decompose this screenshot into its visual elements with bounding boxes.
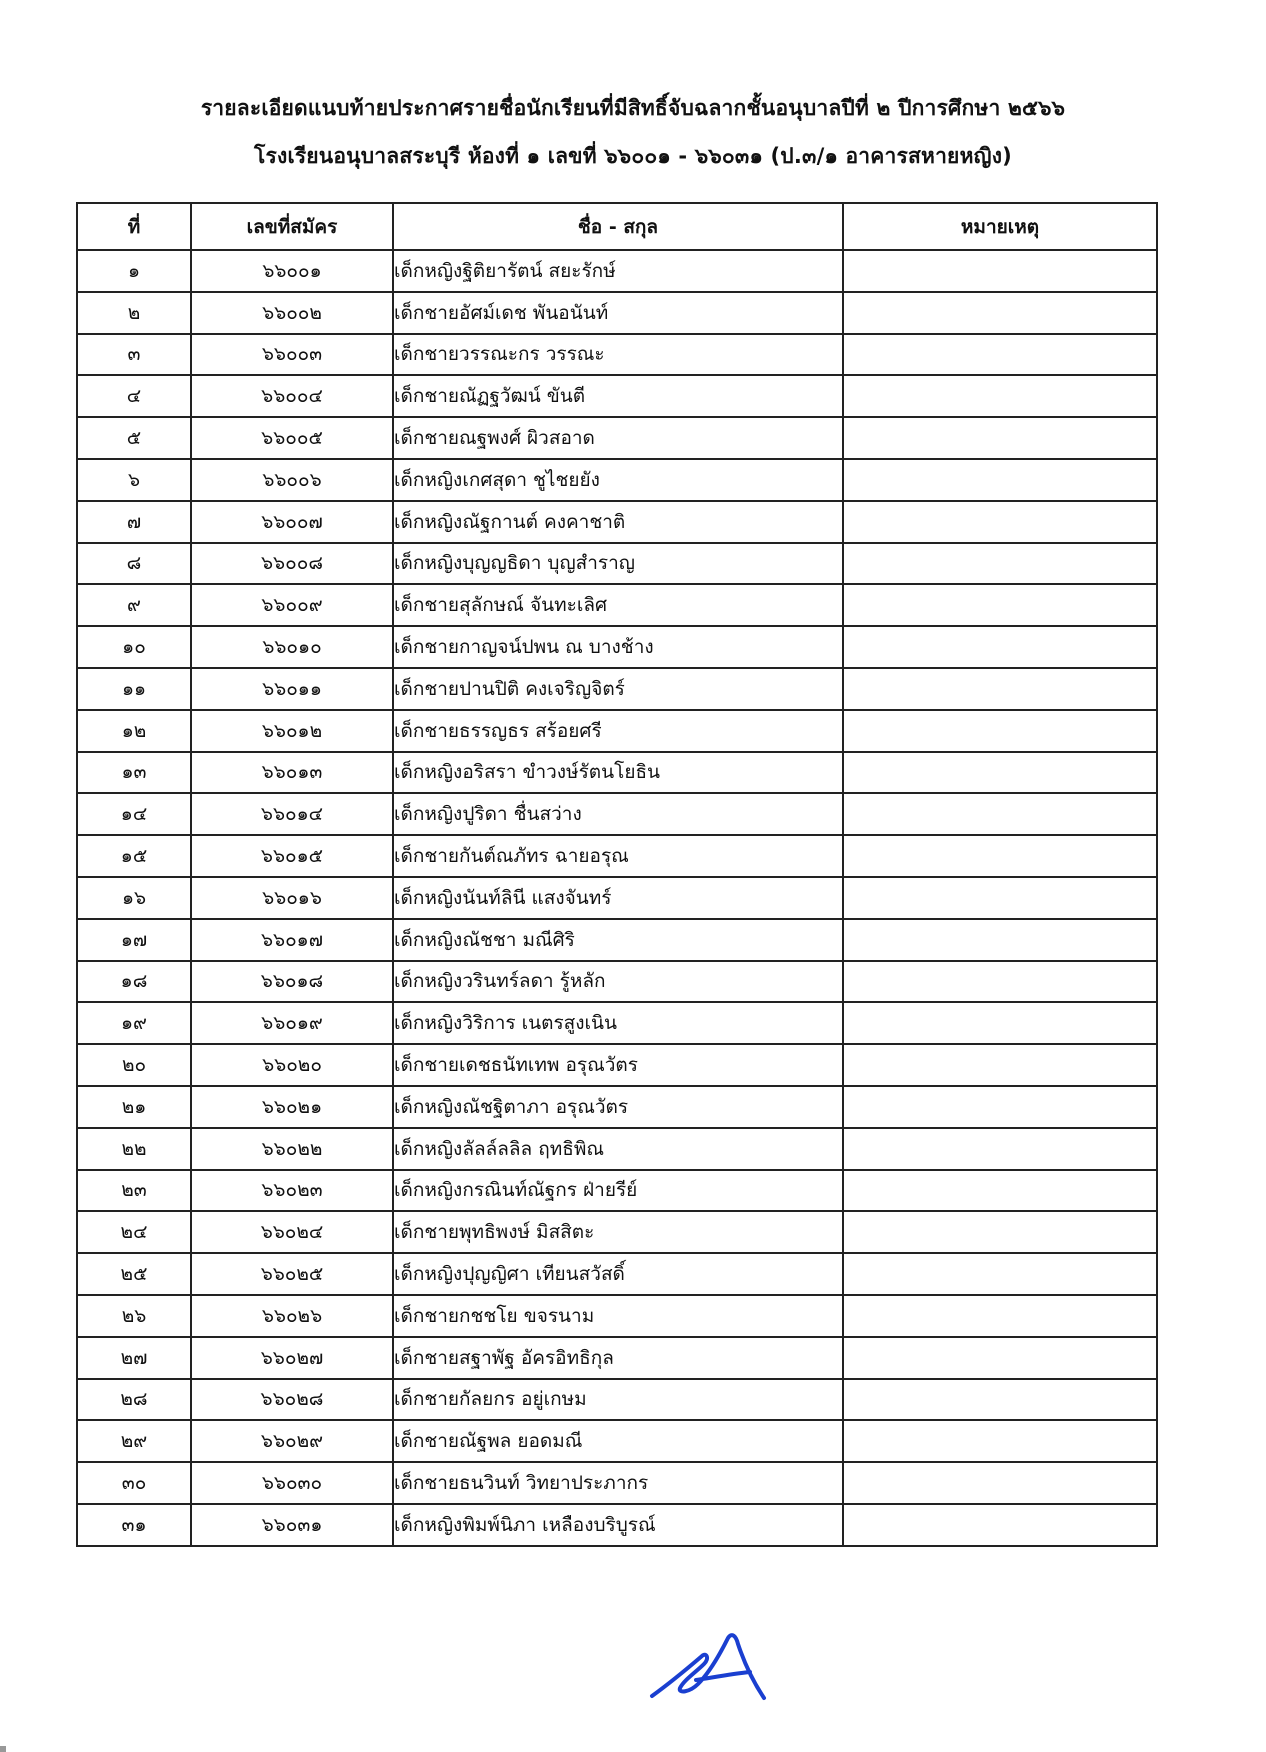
table-row [77, 668, 1157, 710]
cell-application-number: ๖๖๐๐๖ [191, 459, 393, 501]
table-row [77, 1253, 1157, 1295]
cell-remark [843, 584, 1157, 626]
cell-application-number: ๖๖๐๑๗ [191, 919, 393, 961]
cell-full-name: เด็กชายวรรณะกร วรรณะ [393, 334, 843, 376]
student-roster-table [76, 202, 1158, 1547]
cell-number: ๔ [77, 375, 191, 417]
cell-application-number: ๖๖๐๒๘ [191, 1379, 393, 1421]
cell-remark [843, 877, 1157, 919]
cell-full-name: เด็กชายพุทธิพงษ์ มิสสิตะ [393, 1211, 843, 1253]
table-row [77, 1211, 1157, 1253]
cell-remark [843, 1420, 1157, 1462]
cell-full-name: เด็กชายณัฐพล ยอดมณี [393, 1420, 843, 1462]
table-row [77, 961, 1157, 1003]
cell-number: ๑ [77, 250, 191, 292]
cell-remark [843, 1337, 1157, 1379]
cell-remark [843, 626, 1157, 668]
cell-application-number: ๖๖๐๐๓ [191, 334, 393, 376]
cell-application-number: ๖๖๐๑๓ [191, 752, 393, 794]
cell-remark [843, 668, 1157, 710]
cell-number: ๒๐ [77, 1044, 191, 1086]
table-row [77, 1462, 1157, 1504]
cell-application-number: ๖๖๐๒๕ [191, 1253, 393, 1295]
cell-full-name: เด็กชายสุลักษณ์ จันทะเลิศ [393, 584, 843, 626]
table-row [77, 1002, 1157, 1044]
cell-full-name: เด็กชายเดชธนัทเทพ อรุณวัตร [393, 1044, 843, 1086]
cell-remark [843, 459, 1157, 501]
cell-full-name: เด็กชายกัลยกร อยู่เกษม [393, 1379, 843, 1421]
document-title-line1: รายละเอียดแนบท้ายประกาศรายชื่อนักเรียนที่มีสิทธิ์จับฉลากชั้นอนุบาลปีที่ ๒ ปีการศึกษา ๒๕๖๖ [200, 96, 1066, 120]
table-row [77, 334, 1157, 376]
cell-application-number: ๖๖๐๓๑ [191, 1504, 393, 1546]
table-row [77, 1379, 1157, 1421]
cell-remark [843, 250, 1157, 292]
table-row [77, 584, 1157, 626]
cell-remark [843, 501, 1157, 543]
cell-remark [843, 1462, 1157, 1504]
cell-number: ๑๒ [77, 710, 191, 752]
cell-application-number: ๖๖๐๑๑ [191, 668, 393, 710]
cell-full-name: เด็กหญิงวิริการ เนตรสูงเนิน [393, 1002, 843, 1044]
cell-remark [843, 793, 1157, 835]
cell-full-name: เด็กหญิงณัชฐิตาภา อรุณวัตร [393, 1086, 843, 1128]
cell-full-name: เด็กหญิงลัลล์ลลิล ฤทธิพิณ [393, 1128, 843, 1170]
cell-number: ๒๕ [77, 1253, 191, 1295]
cell-full-name: เด็กหญิงณัชชา มณีศิริ [393, 919, 843, 961]
cell-number: ๑๘ [77, 961, 191, 1003]
cell-number: ๑๖ [77, 877, 191, 919]
cell-full-name: เด็กหญิงพิมพ์นิภา เหลืองบริบูรณ์ [393, 1504, 843, 1546]
cell-number: ๑๓ [77, 752, 191, 794]
table-row [77, 292, 1157, 334]
table-row [77, 1170, 1157, 1212]
cell-remark [843, 1253, 1157, 1295]
cell-number: ๗ [77, 501, 191, 543]
cell-application-number: ๖๖๐๑๔ [191, 793, 393, 835]
cell-full-name: เด็กหญิงณัฐกานต์ คงคาชาติ [393, 501, 843, 543]
cell-number: ๖ [77, 459, 191, 501]
cell-full-name: เด็กชายธนวินท์ วิทยาประภากร [393, 1462, 843, 1504]
cell-remark [843, 1504, 1157, 1546]
cell-full-name: เด็กหญิงบุญญธิดา บุญสำราญ [393, 543, 843, 585]
cell-full-name: เด็กหญิงวรินทร์ลดา รู้หลัก [393, 961, 843, 1003]
table-row [77, 835, 1157, 877]
cell-application-number: ๖๖๐๑๒ [191, 710, 393, 752]
table-row [77, 919, 1157, 961]
cell-application-number: ๖๖๐๐๗ [191, 501, 393, 543]
cell-application-number: ๖๖๐๑๙ [191, 1002, 393, 1044]
table-row [77, 793, 1157, 835]
cell-application-number: ๖๖๐๒๙ [191, 1420, 393, 1462]
cell-number: ๑๔ [77, 793, 191, 835]
cell-remark [843, 292, 1157, 334]
table-row [77, 710, 1157, 752]
cell-application-number: ๖๖๐๒๖ [191, 1295, 393, 1337]
cell-application-number: ๖๖๐๒๗ [191, 1337, 393, 1379]
document-title-line2: โรงเรียนอนุบาลสระบุรี ห้องที่ ๑ เลขที่ ๖๖๐๐๑ - ๖๖๐๓๑ (ป.๓/๑ อาคารสหายหญิง) [254, 144, 1012, 168]
cell-remark [843, 710, 1157, 752]
cell-remark [843, 835, 1157, 877]
cell-full-name: เด็กชายณฐพงศ์ ผิวสอาด [393, 417, 843, 459]
cell-number: ๒๖ [77, 1295, 191, 1337]
cell-application-number: ๖๖๐๒๒ [191, 1128, 393, 1170]
cell-remark [843, 961, 1157, 1003]
cell-number: ๒๙ [77, 1420, 191, 1462]
table-row [77, 250, 1157, 292]
cell-number: ๑๙ [77, 1002, 191, 1044]
table-row [77, 1337, 1157, 1379]
cell-application-number: ๖๖๐๑๕ [191, 835, 393, 877]
cell-full-name: เด็กหญิงนันท์ลินี แสงจันทร์ [393, 877, 843, 919]
cell-number: ๓ [77, 334, 191, 376]
cell-remark [843, 1002, 1157, 1044]
cell-number: ๓๑ [77, 1504, 191, 1546]
cell-full-name: เด็กชายกชชโย ขจรนาม [393, 1295, 843, 1337]
column-header-number: ที่ [77, 203, 191, 250]
table-row [77, 543, 1157, 585]
cell-remark [843, 1086, 1157, 1128]
cell-full-name: เด็กชายกันต์ณภัทร ฉายอรุณ [393, 835, 843, 877]
table-row [77, 1504, 1157, 1546]
cell-application-number: ๖๖๐๐๔ [191, 375, 393, 417]
cell-number: ๕ [77, 417, 191, 459]
cell-number: ๒๘ [77, 1379, 191, 1421]
cell-application-number: ๖๖๐๐๒ [191, 292, 393, 334]
cell-application-number: ๖๖๐๓๐ [191, 1462, 393, 1504]
cell-application-number: ๖๖๐๑๐ [191, 626, 393, 668]
cell-remark [843, 1044, 1157, 1086]
table-row [77, 1086, 1157, 1128]
cell-number: ๓๐ [77, 1462, 191, 1504]
cell-full-name: เด็กชายกาญจน์ปพน ณ บางช้าง [393, 626, 843, 668]
cell-full-name: เด็กหญิงฐิติยารัตน์ สยะรักษ์ [393, 250, 843, 292]
cell-application-number: ๖๖๐๒๔ [191, 1211, 393, 1253]
cell-number: ๒๗ [77, 1337, 191, 1379]
cell-remark [843, 1295, 1157, 1337]
cell-number: ๒๒ [77, 1128, 191, 1170]
table-row [77, 1044, 1157, 1086]
cell-number: ๑๐ [77, 626, 191, 668]
cell-number: ๘ [77, 543, 191, 585]
cell-number: ๒๓ [77, 1170, 191, 1212]
cell-number: ๒๑ [77, 1086, 191, 1128]
cell-number: ๑๗ [77, 919, 191, 961]
signature-icon [640, 1628, 790, 1708]
cell-remark [843, 1211, 1157, 1253]
table-row [77, 417, 1157, 459]
cell-application-number: ๖๖๐๑๘ [191, 961, 393, 1003]
cell-application-number: ๖๖๐๐๘ [191, 543, 393, 585]
cell-full-name: เด็กชายณัฏฐวัฒน์ ขันตี [393, 375, 843, 417]
table-row [77, 1420, 1157, 1462]
cell-application-number: ๖๖๐๐๕ [191, 417, 393, 459]
cell-application-number: ๖๖๐๐๙ [191, 584, 393, 626]
cell-number: ๙ [77, 584, 191, 626]
table-row [77, 752, 1157, 794]
cell-application-number: ๖๖๐๐๑ [191, 250, 393, 292]
column-header-full-name: ชื่อ - สกุล [393, 203, 843, 250]
table-row [77, 1295, 1157, 1337]
cell-remark [843, 752, 1157, 794]
cell-remark [843, 919, 1157, 961]
cell-full-name: เด็กหญิงกรณินท์ณัฐกร ฝ่ายรีย์ [393, 1170, 843, 1212]
cell-application-number: ๖๖๐๒๑ [191, 1086, 393, 1128]
cell-full-name: เด็กชายสฐาพัฐ อัครอิทธิกุล [393, 1337, 843, 1379]
cell-full-name: เด็กชายปานปิติ คงเจริญจิตร์ [393, 668, 843, 710]
cell-application-number: ๖๖๐๒๐ [191, 1044, 393, 1086]
cell-number: ๒ [77, 292, 191, 334]
cell-full-name: เด็กหญิงปูริดา ชื่นสว่าง [393, 793, 843, 835]
table-header-row [77, 203, 1157, 250]
table-body [77, 250, 1157, 1546]
cell-number: ๒๔ [77, 1211, 191, 1253]
cell-remark [843, 1379, 1157, 1421]
cell-full-name: เด็กหญิงอริสรา ขำวงษ์รัตนโยธิน [393, 752, 843, 794]
table-row [77, 501, 1157, 543]
table-row [77, 375, 1157, 417]
cell-remark [843, 1128, 1157, 1170]
cell-application-number: ๖๖๐๒๓ [191, 1170, 393, 1212]
cell-number: ๑๕ [77, 835, 191, 877]
cell-remark [843, 543, 1157, 585]
table-row [77, 1128, 1157, 1170]
cell-full-name: เด็กชายธรรญธร สร้อยศรี [393, 710, 843, 752]
column-header-application-number: เลขที่สมัคร [191, 203, 393, 250]
cell-full-name: เด็กหญิงเกศสุดา ชูไชยยัง [393, 459, 843, 501]
column-header-remark: หมายเหตุ [843, 203, 1157, 250]
cell-application-number: ๖๖๐๑๖ [191, 877, 393, 919]
cell-number: ๑๑ [77, 668, 191, 710]
cell-remark [843, 1170, 1157, 1212]
table-row [77, 877, 1157, 919]
cell-remark [843, 375, 1157, 417]
cell-remark [843, 334, 1157, 376]
scan-mark [0, 1746, 6, 1752]
cell-full-name: เด็กหญิงปุญญิศา เทียนสวัสดิ์ [393, 1253, 843, 1295]
table-row [77, 626, 1157, 668]
cell-full-name: เด็กชายอัศม์เดช พันอนันท์ [393, 292, 843, 334]
cell-remark [843, 417, 1157, 459]
table-row [77, 459, 1157, 501]
